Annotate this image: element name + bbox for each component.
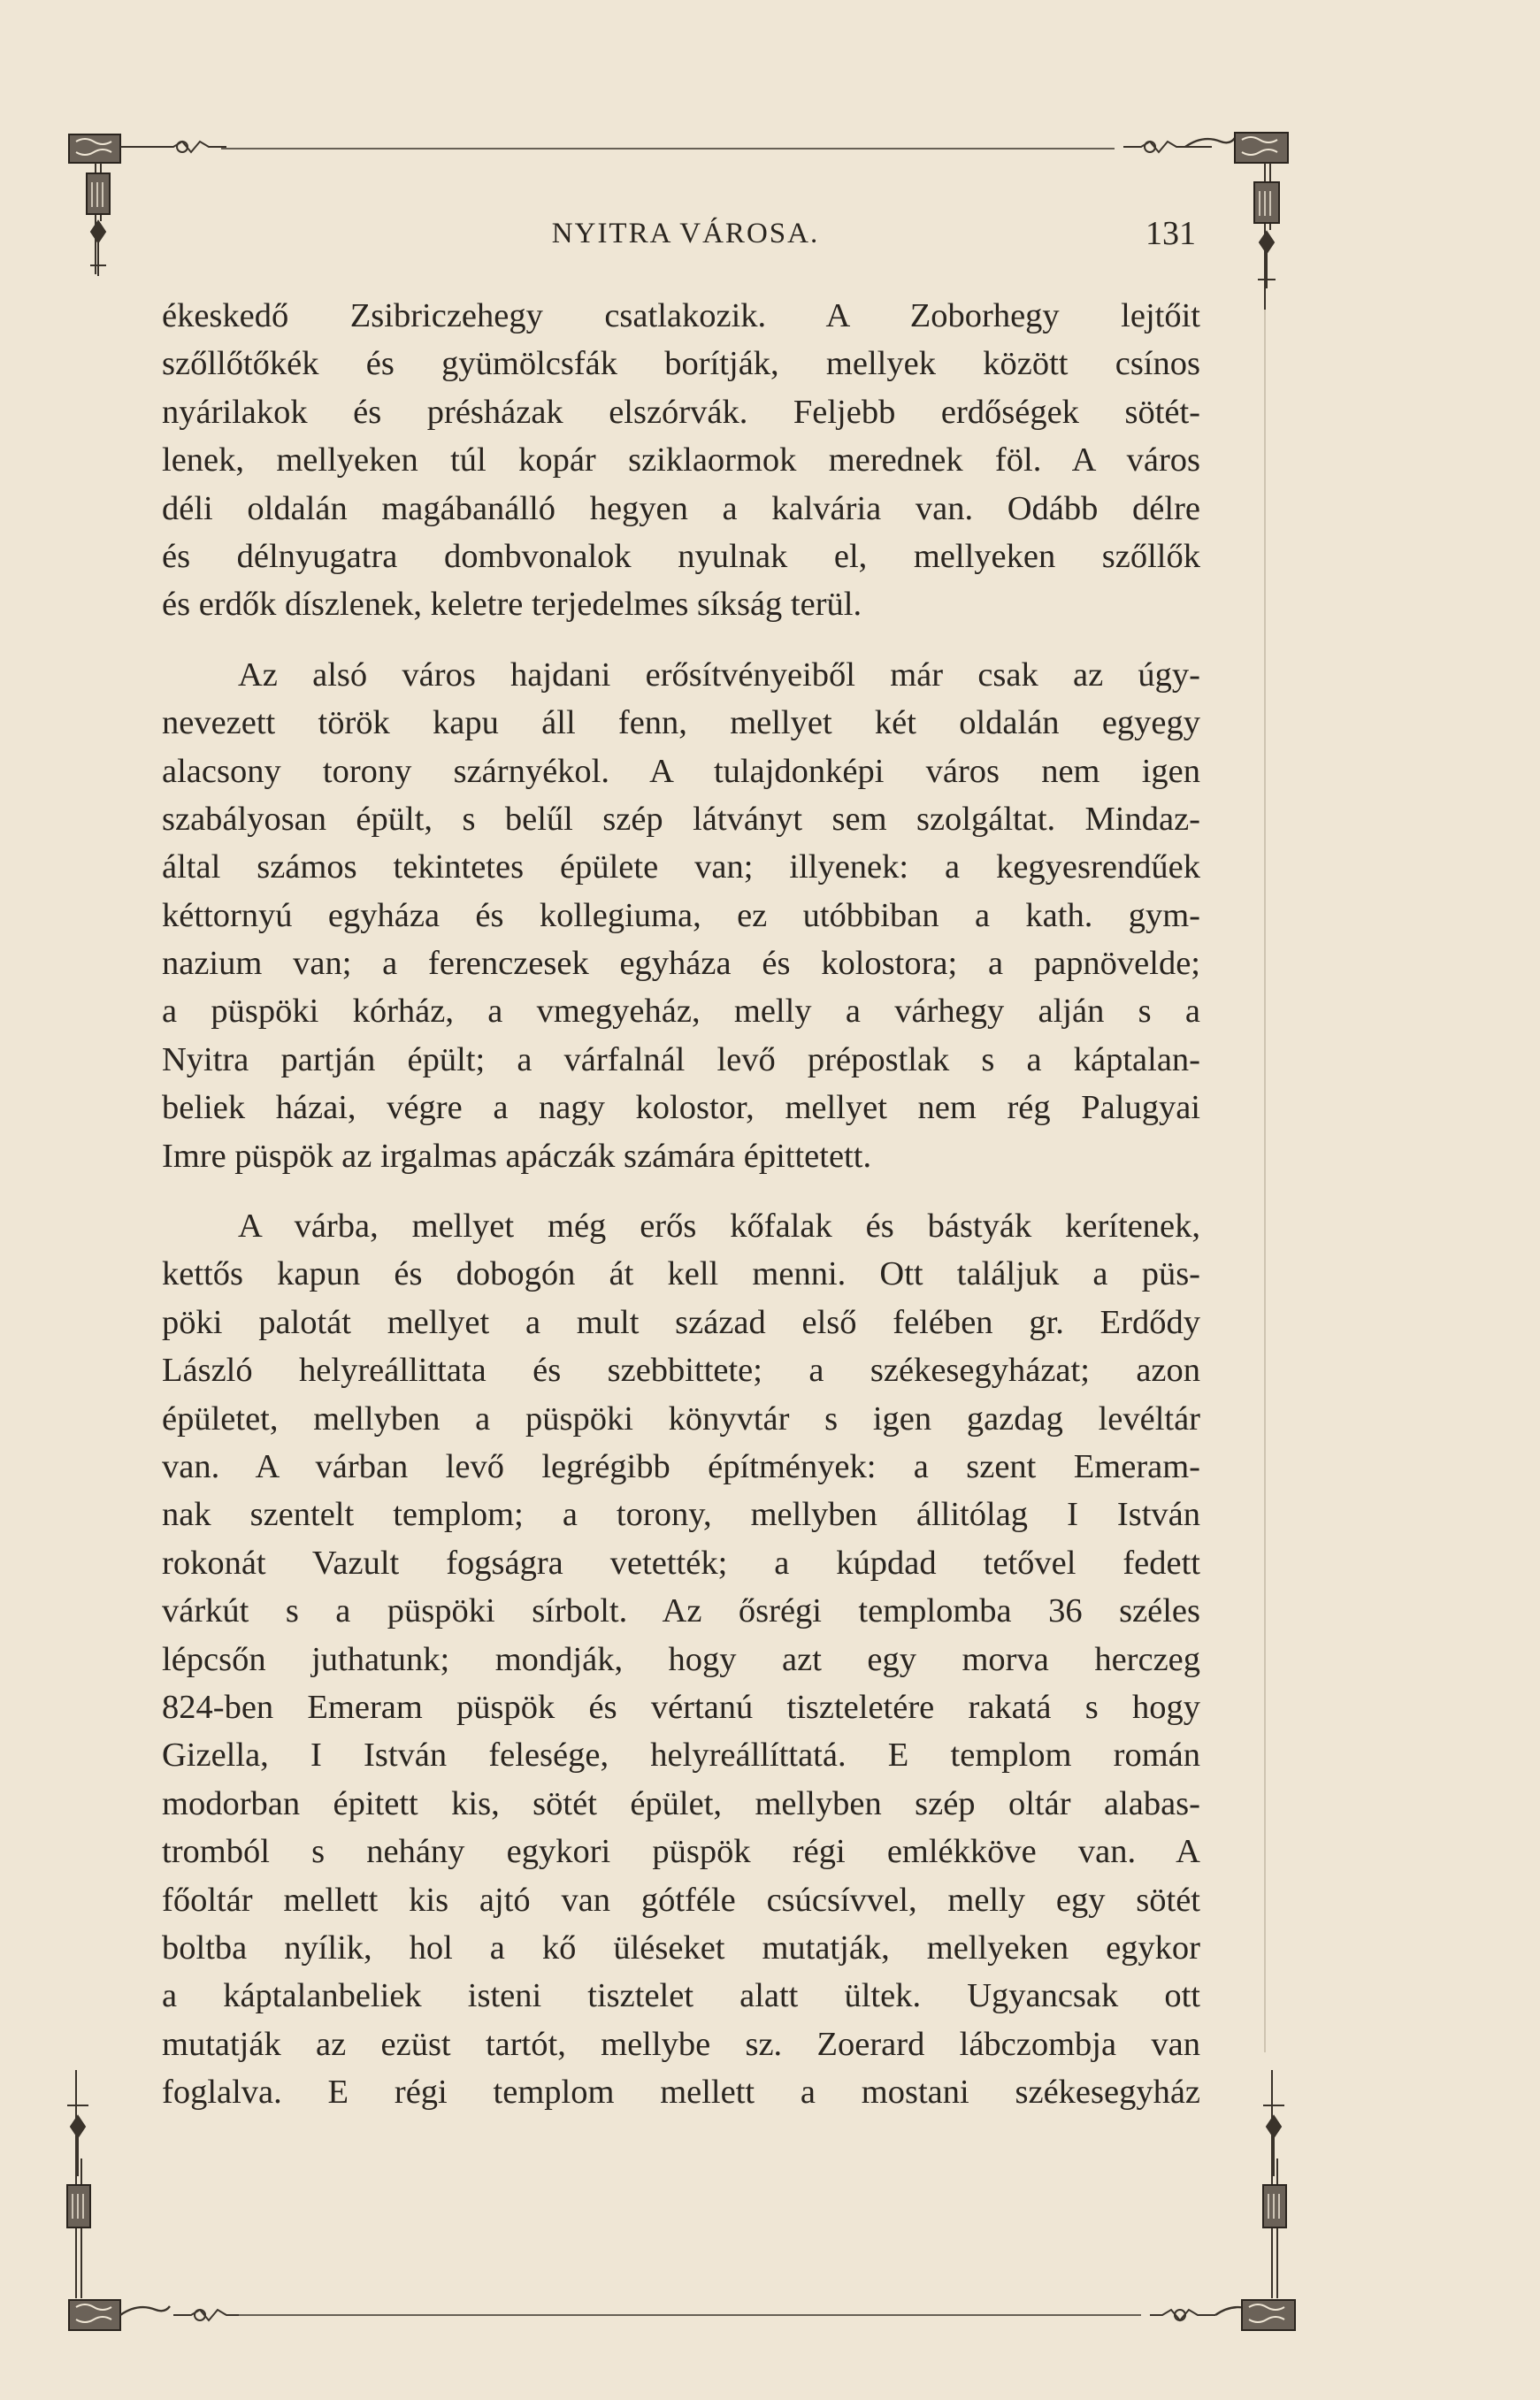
page-number: 131 [1145, 215, 1196, 252]
text-line: déli oldalán magábanálló hegyen a kalvária van. Odább délre [162, 489, 1200, 527]
text-line: főoltár mellett kis ajtó van gótféle csúcsívvel, melly egy sötét [162, 1881, 1200, 1919]
text-line: várkút s a püspöki sírbolt. Az ősrégi templomba 36 széles [162, 1592, 1200, 1630]
body-text [162, 292, 1200, 2116]
text-line: és erdők díszlenek, keletre terjedelmes síkság terül. [162, 586, 862, 624]
text-line: a káptalanbeliek isteni tisztelet alatt ültek. Ugyancsak ott [162, 1977, 1200, 2015]
text-line: A várba, mellyet még erős kőfalak és bástyák kerítenek, [238, 1208, 1200, 1246]
text-line: kettős kapun és dobogón át kell menni. Ott találjuk a püs- [162, 1255, 1200, 1293]
text-line: nyárilakok és présházak elszórvák. Feljebb erdőségek sötét- [162, 393, 1200, 431]
text-line: a püspöki kórház, a vmegyeház, melly a várhegy alján s a [162, 993, 1200, 1031]
text-line: lépcsőn juthatunk; mondják, hogy azt egy morva herczeg [162, 1640, 1200, 1678]
text-line: és délnyugatra dombvonalok nyulnak el, mellyeken szőllők [162, 537, 1200, 575]
text-line: modorban épitett kis, sötét épület, mellyben szép oltár alabas- [162, 1784, 1200, 1822]
text-line: van. A várban levő legrégibb építmények: a szent Emeram- [162, 1447, 1200, 1485]
text-line: László helyreállittata és szebbittete; a székesegyházat; azon [162, 1352, 1200, 1390]
text-line: rokonát Vazult fogságra vetették; a kúpdad tetővel fedett [162, 1544, 1200, 1582]
text-line: boltba nyílik, hol a kő üléseket mutatják, mellyeken egykor [162, 1928, 1200, 1967]
text-line: kéttornyú egyháza és kollegiuma, ez utóbbiban a kath. gym- [162, 896, 1200, 934]
text-line: nevezett török kapu áll fenn, mellyet két oldalán egyegy [162, 704, 1200, 742]
text-line: szabályosan épült, s belűl szép látványt sem szolgáltat. Mindaz- [162, 800, 1200, 838]
text-line: 824-ben Emeram püspök és vértanú tiszteletére rakatá s hogy [162, 1688, 1200, 1726]
paragraph-3 [162, 1202, 1200, 2116]
text-line: alacsony torony szárnyékol. A tulajdonképi város nem igen [162, 752, 1200, 790]
paragraph-2 [162, 651, 1200, 1180]
text-line: foglalva. E régi templom mellett a mostani székesegyház [162, 2074, 1200, 2112]
text-line: Az alsó város hajdani erősítvényeiből már csak az úgy- [238, 656, 1200, 694]
text-line: beliek házai, végre a nagy kolostor, mellyet nem rég Palugyai [162, 1089, 1200, 1127]
text-line: tromból s nehány egykori püspök régi emlékköve van. A [162, 1833, 1200, 1871]
running-header [159, 212, 1212, 265]
text-line: nak szentelt templom; a torony, mellyben állitólag I István [162, 1496, 1200, 1534]
text-line: által számos tekintetes épülete van; illyenek: a kegyesrendűek [162, 848, 1200, 886]
text-line: mutatják az ezüst tartót, mellybe sz. Zoerard lábczombja van [162, 2025, 1200, 2063]
page-title: NYITRA VÁROSA. [551, 218, 820, 249]
paragraph-1 [162, 292, 1200, 629]
text-line: pöki palotát mellyet a mult század első felében gr. Erdődy [162, 1303, 1200, 1341]
text-line: Imre püspök az irgalmas apáczák számára épittetett. [162, 1137, 872, 1175]
text-line: lenek, mellyeken túl kopár sziklaormok merednek föl. A város [162, 441, 1200, 479]
text-line: épületet, mellyben a püspöki könyvtár s igen gazdag levéltár [162, 1399, 1200, 1438]
text-line: Nyitra partján épült; a várfalnál levő prépostlak s a káptalan- [162, 1040, 1200, 1078]
text-line: szőllőtőkék és gyümölcsfák borítják, mellyek között csínos [162, 345, 1200, 383]
text-line: Gizella, I István felesége, helyreállíttatá. E templom román [162, 1737, 1200, 1775]
text-line: nazium van; a ferenczesek egyháza és kolostora; a papnövelde; [162, 945, 1200, 983]
text-line: ékeskedő Zsibriczehegy csatlakozik. A Zoborhegy lejtőit [162, 297, 1200, 334]
